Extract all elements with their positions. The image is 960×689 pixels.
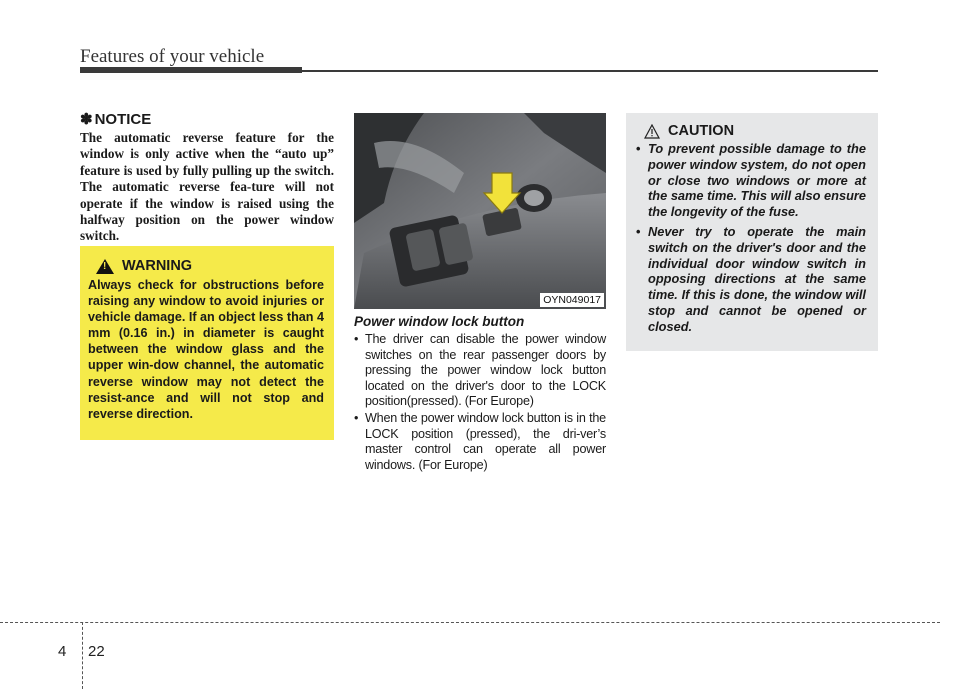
caution-triangle-icon xyxy=(644,124,660,139)
section-title: Power window lock button xyxy=(354,314,525,329)
list-item: • To prevent possible damage to the power window system, do not open or close two windows or more at the same time. This will also ensure the longevity of the fuse. xyxy=(636,141,866,220)
warning-heading xyxy=(96,258,324,274)
page-number: 22 xyxy=(88,643,105,660)
warning-box xyxy=(80,246,334,440)
list-item: • Never try to operate the main switch on the driver's door and the individual door window switch in opposing directions at the same time. If this is done, the window will stop and cannot be opened or closed. xyxy=(636,224,866,335)
header-title: Features of your vehicle xyxy=(80,46,265,67)
warning-body: Always check for obstructions before raising any window to avoid injuries or vehicle damage. If an object less than 4 mm (0.16 in.) in diameter is caught between the window glass and the upper win-dow channel, the automatic reverse window may not detect the resist-ance and will not stop and reverse direction. xyxy=(88,278,324,421)
door-switch-photo xyxy=(354,113,606,309)
section-bullets xyxy=(354,332,606,473)
warning-triangle-icon xyxy=(96,259,114,274)
caution-list xyxy=(636,141,866,335)
list-item: • The driver can disable the power window switches on the rear passenger doors by pressing the power window lock button located on the driver's door to the LOCK position(pressed). (For Europe) xyxy=(354,332,606,410)
door-switch-illustration xyxy=(354,113,606,309)
list-item: • When the power window lock button is in the LOCK position (pressed), the dri-ver’s master control can operate all power windows. (For Europe) xyxy=(354,411,606,473)
chapter-number: 4 xyxy=(58,643,67,660)
header-rule-thin xyxy=(80,70,878,72)
warning-title: WARNING xyxy=(122,258,193,274)
notice-body: The automatic reverse feature for the window is only active when the “auto up” feature is used by fully pulling up the switch. The automatic reverse fea-ture will not operate if the window is raised using the halfway position on the power window switch. xyxy=(80,130,334,244)
notice-star-icon: ✽ xyxy=(80,111,93,128)
notice-title: NOTICE xyxy=(94,111,152,128)
photo-caption: OYN049017 xyxy=(540,293,604,307)
lock-button-section xyxy=(354,314,606,474)
footer-divider xyxy=(82,622,83,689)
notice-heading xyxy=(80,110,334,128)
caution-box xyxy=(626,113,878,351)
footer-rule xyxy=(0,622,940,623)
caution-title: CAUTION xyxy=(668,123,735,139)
notice-section xyxy=(80,110,334,245)
caution-heading xyxy=(644,123,866,139)
